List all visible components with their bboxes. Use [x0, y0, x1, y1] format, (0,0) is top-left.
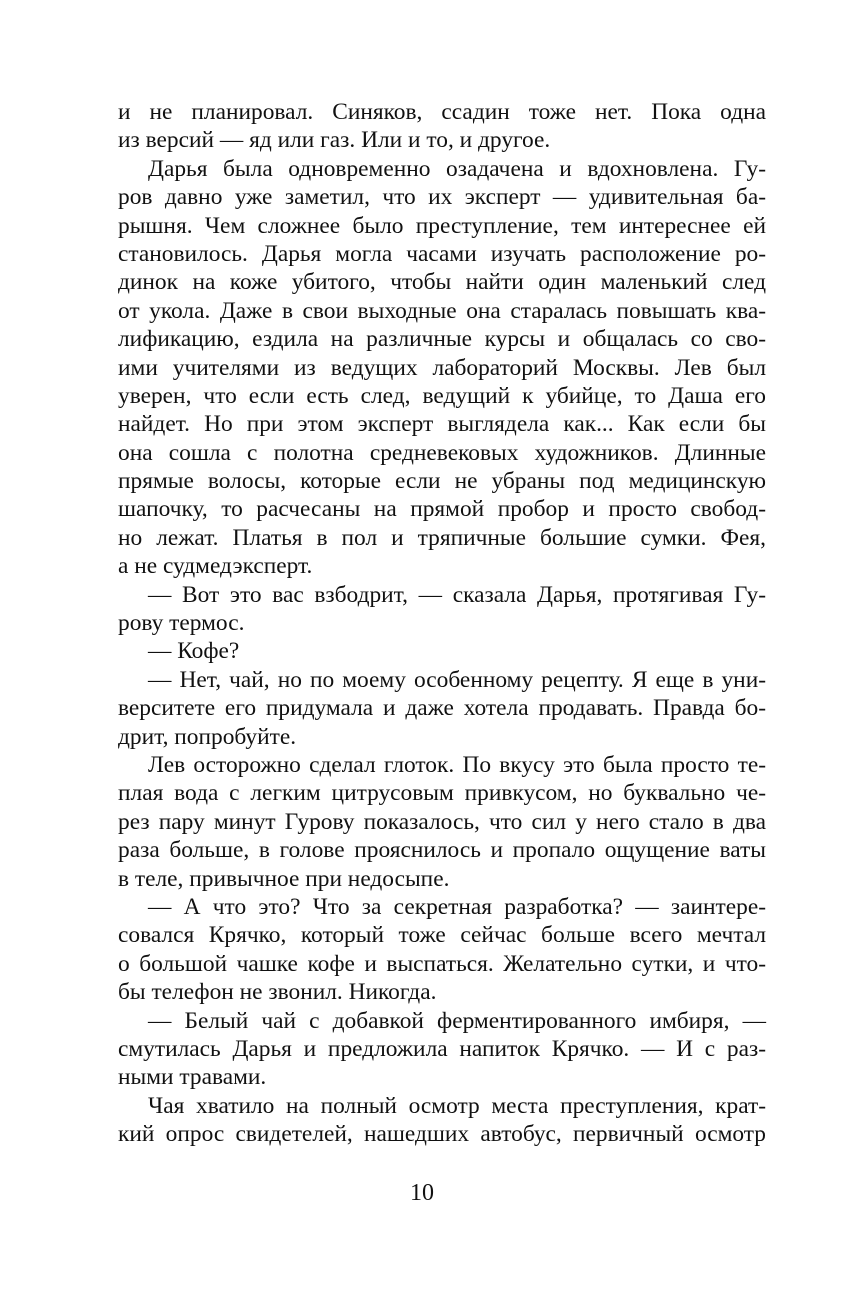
text-line: динок на коже убитого, чтобы найти один маленький след: [118, 269, 766, 296]
text-line: смутилась Дарья и предложила напиток Крячко. — И с раз-: [118, 1035, 766, 1062]
text-line: — А что это? Что за секретная разработка? — заинтере-: [148, 893, 766, 920]
text-line: ими учителями из ведущих лабораторий Москвы. Лев был: [118, 354, 766, 381]
text-line: совался Крячко, который тоже сейчас больше всего мечтал: [118, 922, 766, 949]
text-line: из версий — яд или газ. Или и то, и другое.: [118, 127, 551, 154]
text-line: — Кофе?: [148, 638, 240, 665]
text-line: Лев осторожно сделал глоток. По вкусу это была просто те-: [148, 751, 766, 778]
text-line: рез пару минут Гурову показалось, что сил у него стало в два: [118, 808, 766, 835]
text-line: — Нет, чай, но по моему особенному рецепту. Я еще в уни-: [148, 666, 766, 693]
text-line: уверен, что если есть след, ведущий к убийце, то Даша его: [118, 382, 766, 409]
text-line: — Вот это вас взбодрит, — сказала Дарья, протягивая Гу-: [148, 581, 766, 608]
text-line: но лежат. Платья в пол и тряпичные большие сумки. Фея,: [118, 524, 766, 551]
text-line: а не судмедэксперт.: [118, 553, 313, 580]
text-line: кий опрос свидетелей, нашедших автобус, первичный осмотр: [118, 1121, 766, 1148]
text-line: найдет. Но при этом эксперт выглядела как... Как если бы: [118, 411, 766, 438]
text-line: и не планировал. Синяков, ссадин тоже нет. Пока одна: [118, 99, 766, 125]
text-line: верситете его придумала и даже хотела продавать. Правда бо-: [118, 695, 766, 722]
text-line: дрит, попробуйте.: [118, 723, 297, 750]
text-line: Чая хватило на полный осмотр места преступления, крат-: [148, 1092, 766, 1119]
text-line: она сошла с полотна средневековых художников. Длинные: [118, 439, 766, 466]
text-line: бы телефон не звонил. Никогда.: [118, 979, 437, 1006]
body-text: [118, 98, 766, 1148]
text-line: лификацию, ездила на различные курсы и общалась со сво-: [118, 326, 766, 353]
text-line: — Белый чай с добавкой ферментированного имбиря, —: [148, 1007, 766, 1034]
text-line: прямые волосы, которые если не убраны под медицинскую: [118, 468, 766, 495]
text-line: рову термос.: [118, 610, 245, 637]
text-line: плая вода с легким цитрусовым привкусом, но буквально че-: [118, 780, 766, 807]
text-line: рышня. Чем сложнее было преступление, тем интереснее ей: [118, 212, 766, 239]
text-line: раза больше, в голове прояснилось и пропало ощущение ваты: [118, 837, 766, 864]
text-line: о большой чашке кофе и выспаться. Желательно сутки, и что-: [118, 950, 766, 977]
text-line: шапочку, то расчесаны на прямой пробор и просто свобод-: [118, 496, 766, 523]
page-number: 10: [410, 1180, 434, 1206]
text-line: ров давно уже заметил, что их эксперт — удивительная ба-: [118, 184, 766, 211]
text-line: в теле, привычное при недосыпе.: [118, 865, 450, 892]
text-line: ными травами.: [118, 1064, 267, 1091]
text-line: от укола. Даже в свои выходные она старалась повышать ква-: [118, 297, 766, 324]
text-line: Дарья была одновременно озадачена и вдохновлена. Гу-: [148, 155, 766, 182]
text-line: становилось. Дарья могла часами изучать расположение ро-: [118, 240, 766, 267]
